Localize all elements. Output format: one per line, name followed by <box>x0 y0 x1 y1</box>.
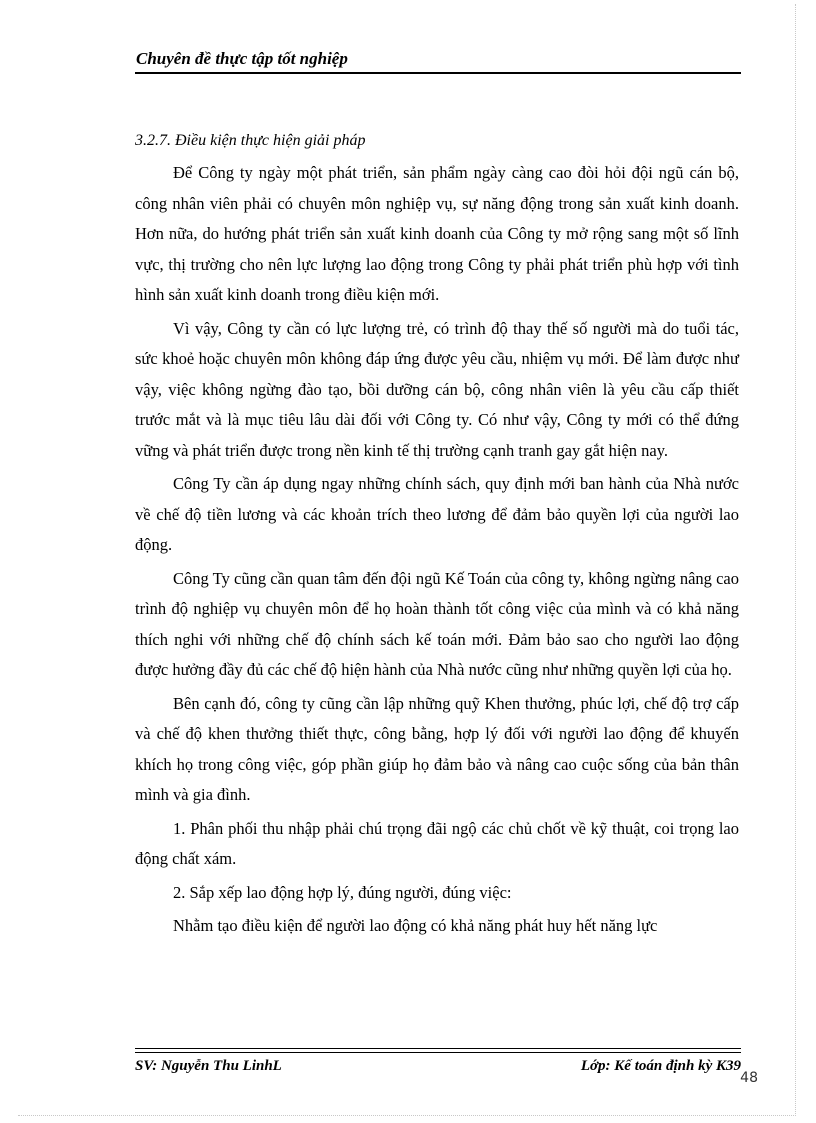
page-number: 48 <box>740 1070 758 1086</box>
paragraph-6: Nhằm tạo điều kiện để người lao động có khả năng phát huy hết năng lực <box>173 916 658 935</box>
footer-class: Lớp: Kế toán định kỳ K39 <box>580 1058 741 1074</box>
page-header <box>135 48 741 74</box>
main-content <box>135 128 739 942</box>
footer-student: SV: Nguyễn Thu LinhL <box>135 1058 282 1074</box>
section-heading: 3.2.7. Điều kiện thực hiện giải pháp <box>135 132 366 149</box>
paragraph-4: Công Ty cũng cần quan tâm đến đội ngũ Kế Toán của công ty, không ngừng nâng cao trình độ nghiệp vụ chuyên môn để họ hoàn thành tốt công việc của mình và có khả năng thích nghi với những chế độ chính sách kế toán mới. Đảm bảo sao cho người lao động được hưởng đầy đủ các chế độ hiện hành của Nhà nước cũng như những quyền lợi của họ. <box>135 568 739 679</box>
header-title: Chuyên đề thực tập tốt nghiệp <box>136 49 348 68</box>
paragraph-5: Bên cạnh đó, công ty cũng cần lập những quỹ Khen thưởng, phúc lợi, chế độ trợ cấp và chế độ khen thưởng thiết thực, công bằng, hợp lý đối với người lao động để khuyến khích họ trong công việc, góp phần giúp họ đảm bảo và nâng cao cuộc sống của bản thân mình và gia đình. <box>135 693 739 804</box>
paragraph-1: Để Công ty ngày một phát triển, sản phẩm ngày càng cao đòi hỏi đội ngũ cán bộ, công nhân viên phải có chuyên môn nghiệp vụ, sự năng động trong sản xuất kinh doanh. Hơn nữa, do hướng phát triển sản xuất kinh doanh của Công ty mở rộng sang một số lĩnh vực, thị trường cho nên lực lượng lao động trong Công ty phải phát triển phù hợp với tình hình sản xuất kinh doanh trong điều kiện mới. <box>135 163 739 304</box>
paragraph-3: Công Ty cần áp dụng ngay những chính sách, quy định mới ban hành của Nhà nước về chế độ tiền lương và các khoản trích theo lương để đảm bảo quyền lợi của người lao động. <box>135 474 739 554</box>
paragraph-2: Vì vậy, Công ty cần có lực lượng trẻ, có trình độ thay thế số người mà do tuổi tác, sức khoẻ hoặc chuyên môn không đáp ứng được yêu cầu, nhiệm vụ mới. Để làm được như vậy, việc không ngừng đào tạo, bồi dưỡng cán bộ, công nhân viên là yêu cầu cấp thiết trước mắt và là mục tiêu lâu dài đối với Công ty. Có như vậy, Công ty mới có thể đứng vững và phát triển được trong nền kinh tế thị trường cạnh tranh gay gắt hiện nay. <box>135 318 739 460</box>
list-item-2: 2. Sắp xếp lao động hợp lý, đúng người, đúng việc: <box>173 882 512 902</box>
footer-rule <box>135 1048 741 1053</box>
list-item-1: 1. Phân phối thu nhập phải chú trọng đãi ngộ các chủ chốt về kỹ thuật, coi trọng lao động chất xám. <box>135 818 739 868</box>
